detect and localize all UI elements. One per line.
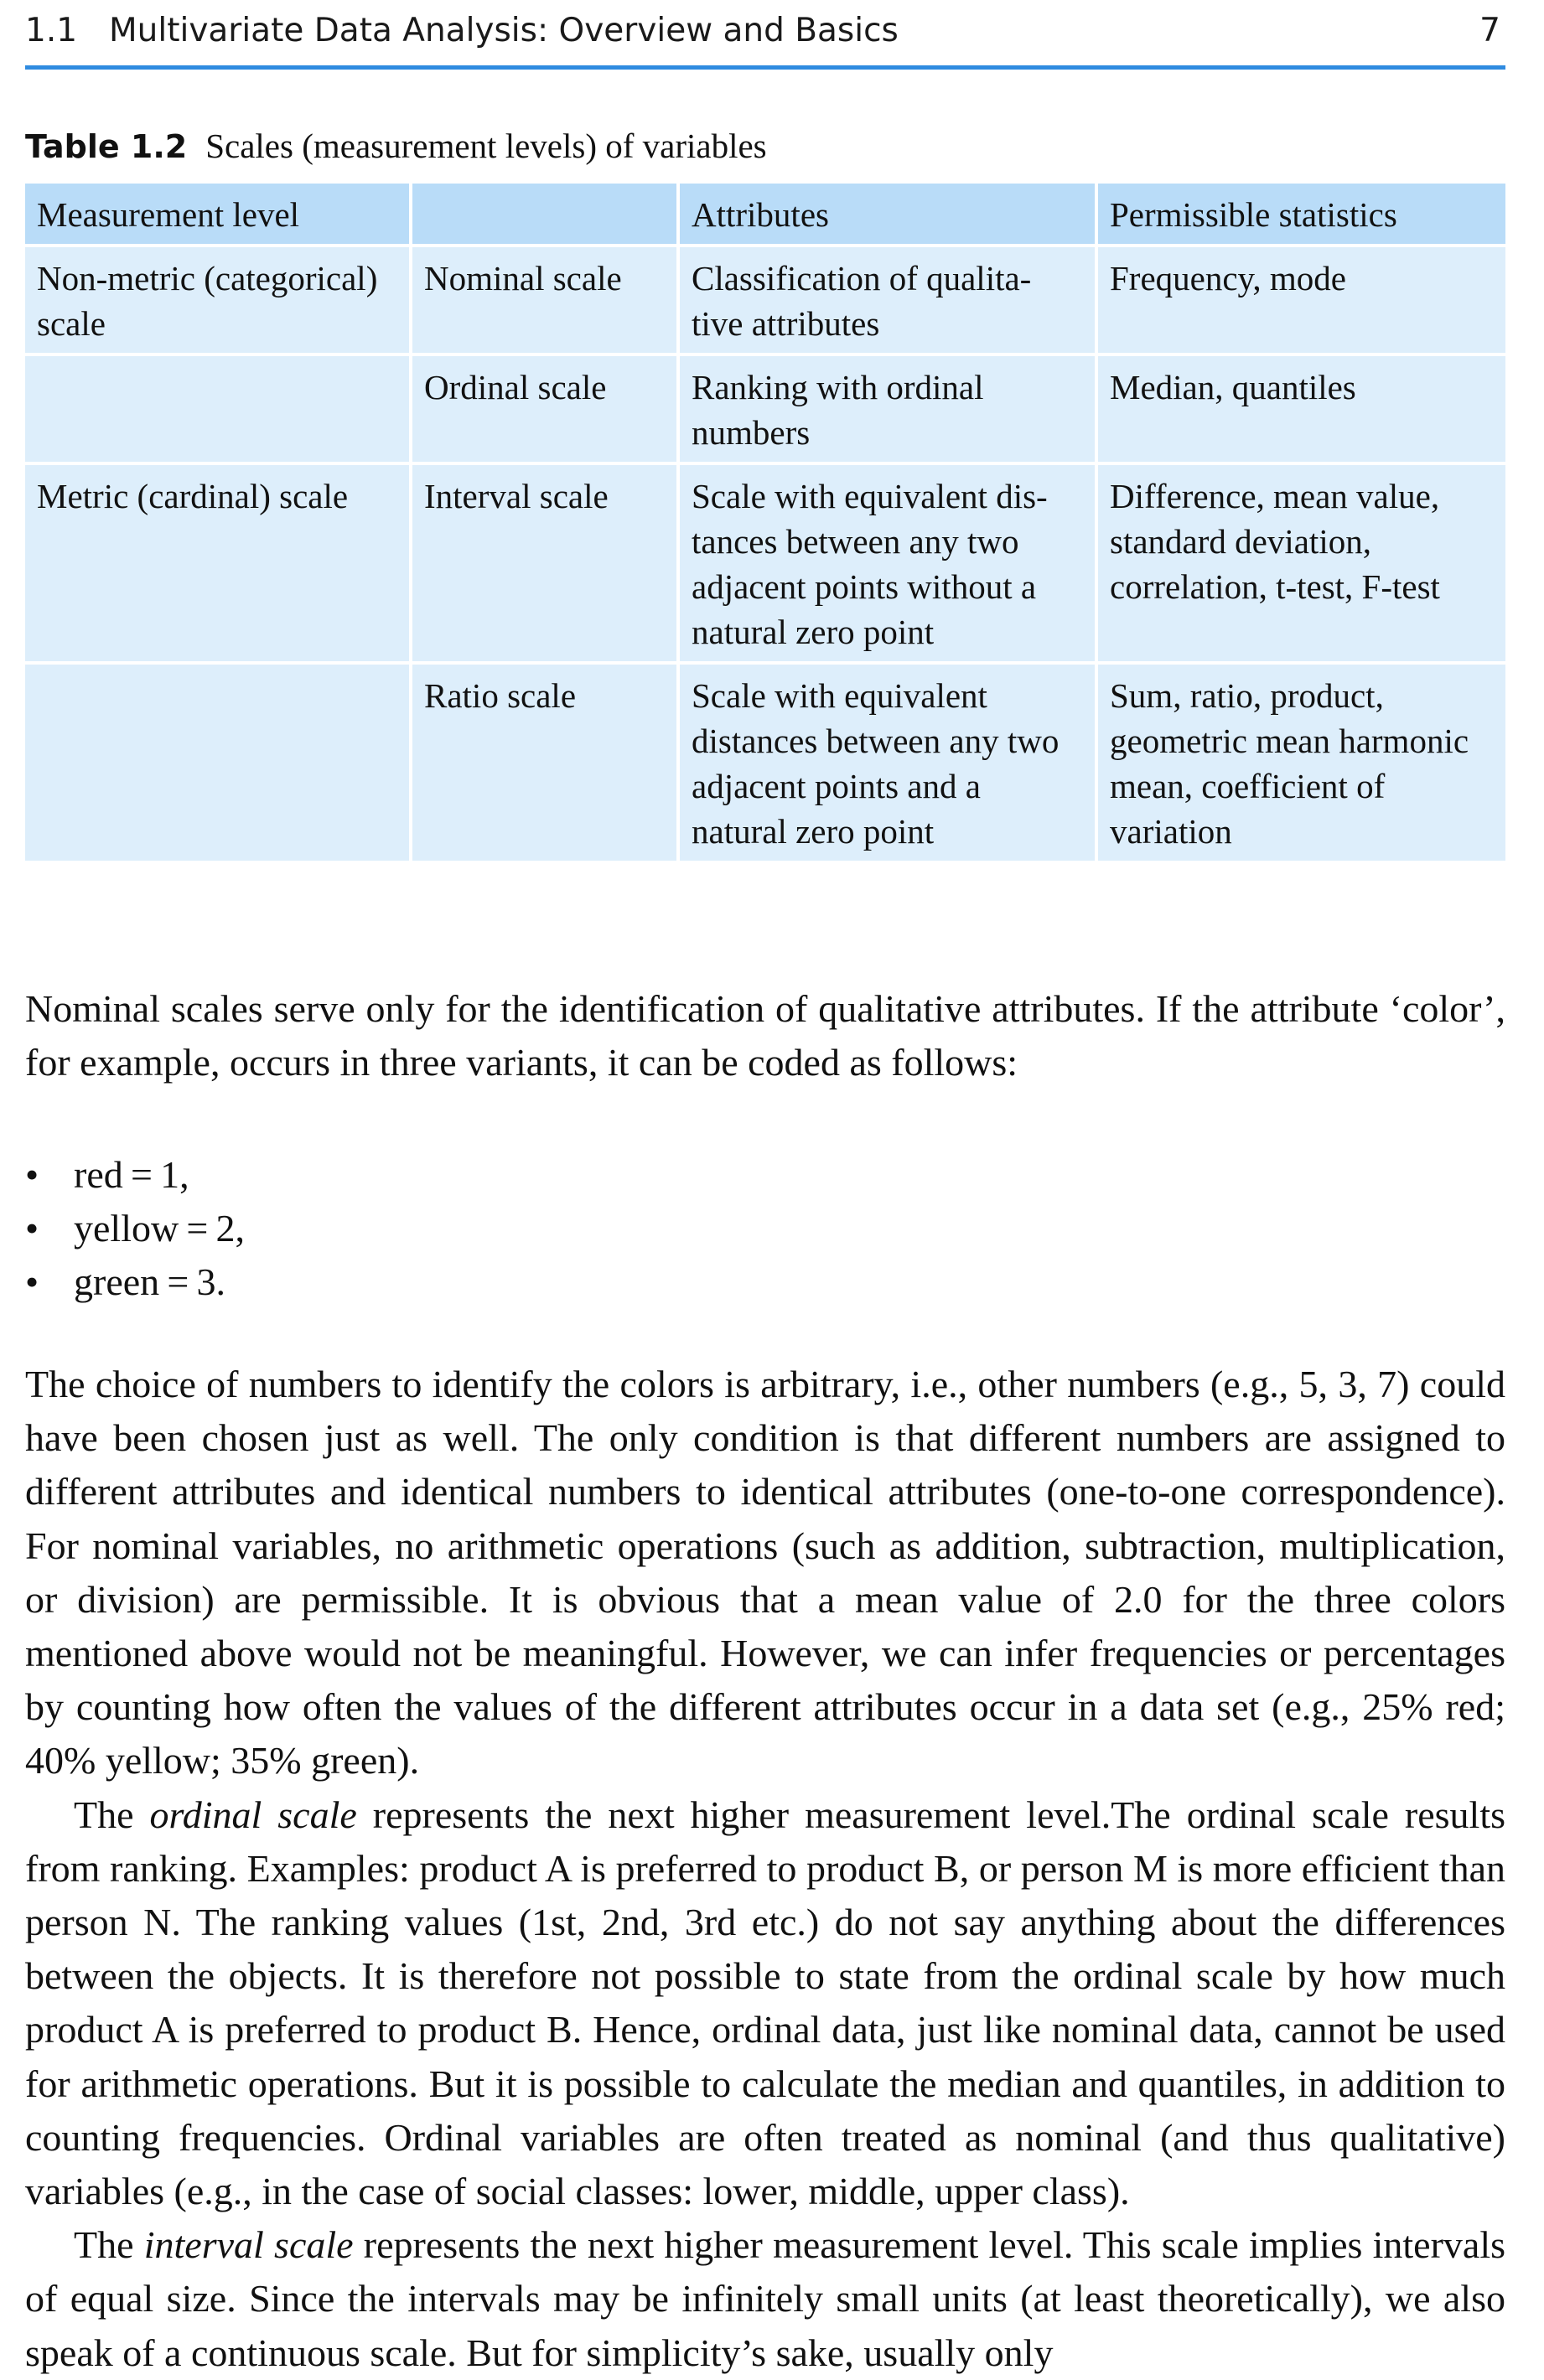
- bullet-glyph: •: [25, 1153, 39, 1196]
- cell-statistics: Median, quantiles: [1098, 356, 1505, 465]
- cell-group: Metric (cardinal) scale: [25, 465, 412, 665]
- paragraph-nominal: The choice of numbers to identify the colors is arbitrary, i.e., other numbers (e.g., 5, 3, 7) could have been chosen just as well. The only condition is that different numbers are assigned to different attributes and identical numbers to identical attributes (one-to-one correspondence). For nominal variables, no arithmetic operations (such as addition, subtraction, multiplication, or division) are permissible. It is obvious that a mean value of 2.0 for the three colors mentioned above would not be meaningful. However, we can infer frequencies or percentages by counting how often the values of the different attributes occur in a data set (e.g., 25% red; 40% yellow; 35% green).: [25, 1363, 1505, 1782]
- list-item: [25, 1255, 245, 1309]
- table-title: Scales (measurement levels) of variables: [205, 127, 767, 165]
- header-rule: [25, 65, 1505, 70]
- list-item: [25, 1202, 245, 1255]
- cell-scale: Ordinal scale: [412, 356, 680, 465]
- table-row: [25, 465, 1505, 665]
- header-attributes: Attributes: [680, 184, 1098, 247]
- cell-statistics: Sum, ratio, product, geometric mean harmonic mean, coefficient of variation: [1098, 665, 1505, 864]
- cell-statistics: Difference, mean value, standard deviation, correlation, t-test, F-test: [1098, 465, 1505, 665]
- paragraph-interval: [25, 2218, 1505, 2380]
- paragraph-lead: The: [74, 2223, 144, 2267]
- paragraph-ordinal: [25, 1788, 1505, 2219]
- cell-attributes: Ranking with ordinal numbers: [680, 356, 1098, 465]
- body-paragraphs: [25, 1358, 1505, 2380]
- cell-group: Non-metric (categorical) scale: [25, 247, 412, 356]
- header-measurement-level: Measurement level: [25, 184, 412, 247]
- running-head: [25, 7, 1505, 57]
- table-label: Table 1.2: [25, 128, 188, 165]
- cell-scale: Nominal scale: [412, 247, 680, 356]
- table-row: [25, 665, 1505, 864]
- cell-statistics: Frequency, mode: [1098, 247, 1505, 356]
- table-row: [25, 356, 1505, 465]
- bullet-glyph: •: [25, 1260, 39, 1303]
- list-item: [25, 1148, 245, 1202]
- bullet-glyph: •: [25, 1207, 39, 1250]
- cell-scale: Ratio scale: [412, 665, 680, 864]
- scales-table: [25, 184, 1505, 864]
- color-code-list: [25, 1148, 245, 1309]
- header-permissible-statistics: Permissible statistics: [1098, 184, 1505, 247]
- cell-group: [25, 665, 412, 864]
- list-item-text: red = 1,: [74, 1153, 189, 1196]
- paragraph-text: represents the next higher measurement level. This scale implies intervals of equal size. Since the intervals may be infinitely small units (at least theoretically), we also speak of a continuous scale. But for simplicity’s sake, usually only: [25, 2223, 1506, 2374]
- term-ordinal-scale: ordinal scale: [149, 1793, 357, 1836]
- cell-attributes: Classification of qualita- tive attributes: [680, 247, 1098, 356]
- cell-scale: Interval scale: [412, 465, 680, 665]
- chapter-title: Multivariate Data Analysis: Overview and Basics: [109, 12, 899, 49]
- intro-paragraph: Nominal scales serve only for the identification of qualitative attributes. If the attribute ‘color’, for example, occurs in three variants, it can be coded as follows:: [25, 987, 1505, 1084]
- section-number: 1.1: [25, 12, 78, 49]
- cell-attributes: Scale with equivalent distances between any two adjacent points and a natural zero point: [680, 665, 1098, 864]
- paragraph-lead: The: [74, 1793, 150, 1836]
- list-item-text: green = 3.: [74, 1260, 226, 1303]
- paragraph-text: represents the next higher measurement level.The ordinal scale results from ranking. Examples: product A is preferred to product B, or person M is more efficient than person N. The ranking values (1st, 2nd, 3rd etc.) do not say anything about the differences between the objects. It is therefore not possible to state from the ordinal scale by how much product A is preferred to product B. Hence, ordinal data, just like nominal data, cannot be used for arithmetic operations. But it is possible to calculate the median and quantiles, in addition to counting frequencies. Ordinal variables are often treated as nominal (and thus qualitative) variables (e.g., in the case of social classes: lower, middle, upper class).: [25, 1793, 1506, 2213]
- cell-attributes: Scale with equivalent dis- tances between any two adjacent points without a natural zero point: [680, 465, 1098, 665]
- table-header-row: [25, 184, 1505, 247]
- table-caption: [25, 126, 767, 166]
- cell-group: [25, 356, 412, 465]
- list-item-text: yellow = 2,: [74, 1207, 246, 1250]
- table-row: [25, 247, 1505, 356]
- page-number: 7: [1479, 12, 1500, 49]
- header-scale: [412, 184, 680, 247]
- term-interval-scale: interval scale: [143, 2223, 354, 2267]
